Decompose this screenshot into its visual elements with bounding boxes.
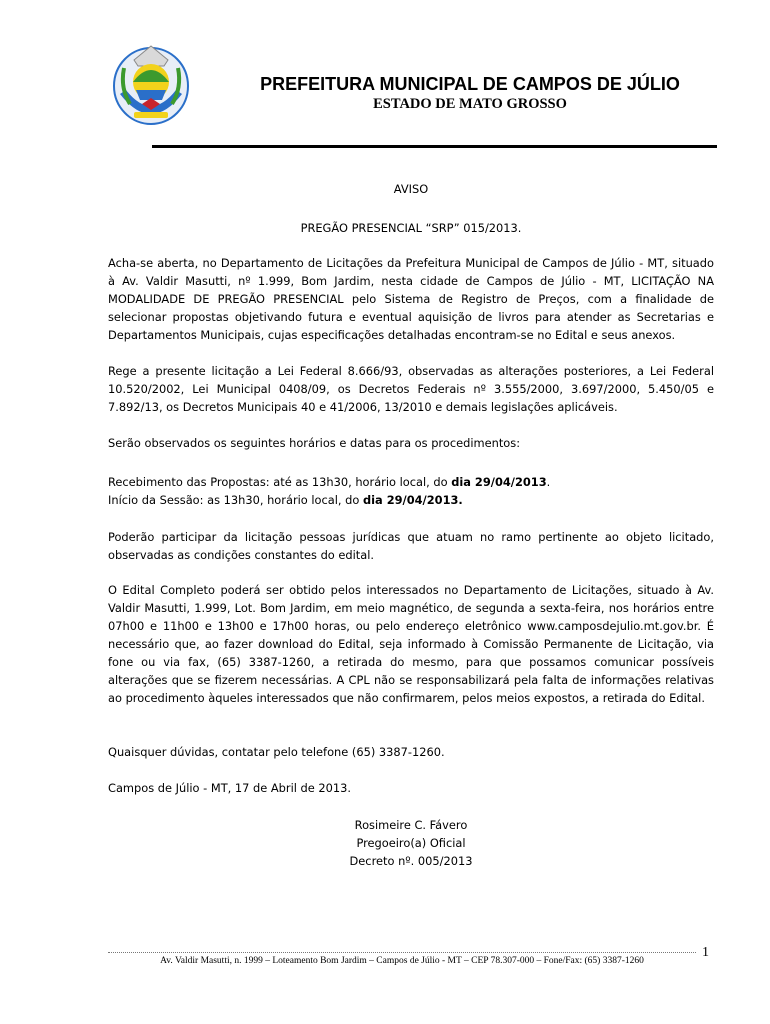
signatory-name: Rosimeire C. Fávero	[354, 818, 468, 832]
state-subtitle: ESTADO DE MATO GROSSO	[373, 96, 567, 112]
schedule-receipt-text: Recebimento das Propostas: até as 13h30, horário local, do	[108, 475, 452, 489]
schedule-receipt-date: dia 29/04/2013	[451, 475, 547, 489]
place-and-date: Campos de Júlio - MT, 17 de Abril de 2013.	[108, 781, 351, 795]
footer-divider	[108, 952, 696, 953]
schedule-receipt-suffix: .	[546, 475, 551, 489]
signatory-decree: Decreto nº. 005/2013	[349, 854, 473, 868]
page-number: 1	[702, 945, 709, 960]
header-divider	[152, 145, 717, 148]
notice-subheading: PREGÃO PRESENCIAL “SRP” 015/2013.	[300, 221, 522, 235]
paragraph-legislation: Rege a presente licitação a Lei Federal 8.666/93, observadas as alterações posteriores, a Lei Federal 10.520/2002, Lei Municipal 0408/09, os Decretos Federais nº 3.555/2000, 3.697/2000, 5.450/05 e 7.892/13, os Decretos Municipais 40 e 41/2006, 13/2010 e demais legislações aplicáveis.	[108, 364, 714, 414]
paragraph-opening: Acha-se aberta, no Departamento de Licitações da Prefeitura Municipal de Campos de Júlio - MT, situado à Av. Valdir Masutti, nº 1.999, Bom Jardim, nesta cidade de Campos de Júlio - MT, LICITAÇÃO NA MODALIDADE DE PREGÃO PRESENCIAL pelo Sistema de Registro de Preços, com a finalidade de selecionar propostas objetivando futura e eventual aquisição de livros para atender as Secretarias e Departamentos Municipais, cujas especificações detalhadas encontram-se no Edital e seus anexos.	[108, 256, 714, 342]
schedule-session-text: Início da Sessão: as 13h30, horário local, do	[108, 493, 363, 507]
paragraph-eligibility: Poderão participar da licitação pessoas jurídicas que atuam no ramo pertinente ao objeto licitado, observadas as condições constantes do edital.	[108, 530, 714, 562]
municipality-title: PREFEITURA MUNICIPAL DE CAMPOS DE JÚLIO	[260, 74, 680, 94]
paragraph-edital-access: O Edital Completo poderá ser obtido pelos interessados no Departamento de Licitações, situado à Av. Valdir Masutti, 1.999, Lot. Bom Jardim, em meio magnético, de segunda a sexta-feira, nos horários entre 07h00 e 11h00 e 13h00 e 17h00 horas, ou pelo endereço eletrônico www.camposdejulio.mt.gov.br. É necessário que, ao fazer download do Edital, seja informado à Comissão Permanente de Licitação, via fone ou via fax, (65) 3387-1260, a retirada do mesmo, para que possamos comunicar possíveis alterações que se fizerem necessárias. A CPL não se responsabilizará pela falta de informações relativas ao procedimento àqueles interessados que não confirmarem, pelos meios expostos, a retirada do Edital.	[108, 583, 714, 705]
schedule-session-start	[108, 491, 714, 509]
paragraph-schedule-intro: Serão observados os seguintes horários e datas para os procedimentos:	[108, 436, 521, 450]
footer-address: Av. Valdir Masutti, n. 1999 – Loteamento Bom Jardim – Campos de Júlio - MT – CEP 78.307-000 – Fone/Fax: (65) 3387-1260	[160, 956, 644, 966]
schedule-receipt	[108, 473, 714, 491]
notice-heading: AVISO	[393, 182, 429, 196]
paragraph-contact: Quaisquer dúvidas, contatar pelo telefone (65) 3387-1260.	[108, 745, 445, 759]
signatory-role: Pregoeiro(a) Oficial	[356, 836, 466, 850]
schedule-session-date: dia 29/04/2013.	[362, 493, 463, 507]
